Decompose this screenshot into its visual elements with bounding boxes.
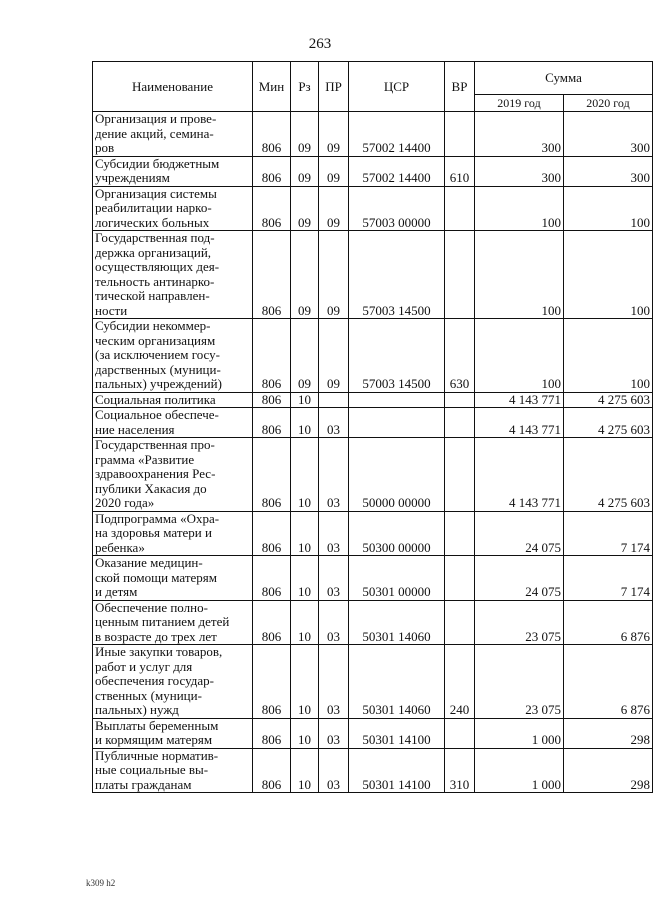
row-sum-2020-cell: 7 174 bbox=[564, 511, 653, 556]
row-min-cell: 806 bbox=[253, 392, 291, 408]
budget-table bbox=[92, 61, 653, 793]
row-name-line: тельность антинарко- bbox=[95, 273, 215, 289]
row-rz-cell: 10 bbox=[291, 556, 319, 601]
row-sum-2019-cell: 4 143 771 bbox=[475, 408, 564, 438]
table-row bbox=[93, 392, 653, 408]
row-vr-cell bbox=[445, 600, 475, 645]
row-rz-cell: 10 bbox=[291, 748, 319, 793]
row-name-cell bbox=[93, 600, 253, 645]
row-name-cell bbox=[93, 231, 253, 319]
row-sum-2020-cell: 6 876 bbox=[564, 600, 653, 645]
row-sum-2019-cell: 100 bbox=[475, 231, 564, 319]
row-name-line: дение акций, семина- bbox=[95, 125, 214, 141]
row-sum-2020-cell: 298 bbox=[564, 718, 653, 748]
header-row bbox=[93, 62, 653, 95]
row-name-line: логических больных bbox=[95, 214, 210, 230]
table-row bbox=[93, 645, 653, 719]
row-name-cell bbox=[93, 112, 253, 157]
row-pr-cell: 03 bbox=[319, 408, 349, 438]
row-rz-cell: 09 bbox=[291, 231, 319, 319]
row-rz-cell: 10 bbox=[291, 438, 319, 512]
row-name-line: Организация и прове- bbox=[95, 111, 217, 126]
row-sum-2019-cell: 23 075 bbox=[475, 645, 564, 719]
row-name-cell bbox=[93, 438, 253, 512]
row-vr-cell bbox=[445, 231, 475, 319]
row-name-cell bbox=[93, 718, 253, 748]
row-csr-cell: 57003 14500 bbox=[349, 319, 445, 393]
row-sum-2019-cell: 24 075 bbox=[475, 511, 564, 556]
row-vr-cell bbox=[445, 408, 475, 438]
row-name-line: (за исключением госу- bbox=[95, 347, 220, 362]
row-csr-cell: 50301 14100 bbox=[349, 718, 445, 748]
row-name-line: пальных) учреждений) bbox=[95, 376, 222, 391]
row-pr-cell: 09 bbox=[319, 186, 349, 231]
row-vr-cell: 630 bbox=[445, 319, 475, 393]
row-sum-2020-cell: 100 bbox=[564, 231, 653, 319]
row-name-line: публики Хакасия до bbox=[95, 480, 207, 496]
row-name-line: Оказание медицин- bbox=[95, 555, 203, 570]
row-sum-2020-cell: 4 275 603 bbox=[564, 408, 653, 438]
row-csr-cell: 57002 14400 bbox=[349, 112, 445, 157]
col-header-csr: ЦСР bbox=[349, 62, 445, 112]
col-header-rz: Рз bbox=[291, 62, 319, 112]
row-rz-cell: 10 bbox=[291, 511, 319, 556]
row-min-cell: 806 bbox=[253, 718, 291, 748]
row-pr-cell: 03 bbox=[319, 600, 349, 645]
row-name-cell bbox=[93, 748, 253, 793]
row-name-line: держка организаций, bbox=[95, 244, 212, 260]
row-name-line: тической направлен- bbox=[95, 288, 210, 303]
row-csr-cell: 50301 14060 bbox=[349, 600, 445, 645]
row-pr-cell: 03 bbox=[319, 645, 349, 719]
table-row bbox=[93, 231, 653, 319]
row-name-line: учреждениям bbox=[95, 170, 170, 185]
row-sum-2019-cell: 23 075 bbox=[475, 600, 564, 645]
row-pr-cell: 03 bbox=[319, 748, 349, 793]
row-sum-2019-cell: 100 bbox=[475, 319, 564, 393]
table-row bbox=[93, 556, 653, 601]
row-name-line: 2020 года» bbox=[95, 495, 155, 510]
row-min-cell: 806 bbox=[253, 511, 291, 556]
row-name-line: платы гражданам bbox=[95, 776, 192, 792]
row-vr-cell: 610 bbox=[445, 156, 475, 186]
row-csr-cell: 50301 14060 bbox=[349, 645, 445, 719]
row-name-line: Подпрограмма «Охра- bbox=[95, 510, 220, 526]
row-csr-cell: 57002 14400 bbox=[349, 156, 445, 186]
row-csr-cell: 50000 00000 bbox=[349, 438, 445, 512]
row-name-line: Публичные норматив- bbox=[95, 747, 219, 763]
row-csr-cell: 50301 00000 bbox=[349, 556, 445, 601]
row-sum-2020-cell: 300 bbox=[564, 112, 653, 157]
row-name-cell bbox=[93, 156, 253, 186]
row-min-cell: 806 bbox=[253, 112, 291, 157]
row-name-line: ственных (муници- bbox=[95, 687, 202, 703]
row-name-cell bbox=[93, 645, 253, 719]
budget-table-container bbox=[92, 61, 652, 793]
row-rz-cell: 10 bbox=[291, 408, 319, 438]
row-name-line: ности bbox=[95, 302, 128, 318]
row-name-line: осуществляющих дея- bbox=[95, 259, 220, 274]
row-rz-cell: 09 bbox=[291, 112, 319, 157]
row-name-line: ров bbox=[95, 140, 115, 155]
row-sum-2019-cell: 300 bbox=[475, 156, 564, 186]
row-sum-2020-cell: 298 bbox=[564, 748, 653, 793]
row-sum-2019-cell: 1 000 bbox=[475, 718, 564, 748]
row-csr-cell: 57003 00000 bbox=[349, 186, 445, 231]
row-sum-2020-cell: 300 bbox=[564, 156, 653, 186]
table-row bbox=[93, 408, 653, 438]
row-name-line: ребенка» bbox=[95, 539, 145, 555]
row-name-cell bbox=[93, 511, 253, 556]
row-vr-cell bbox=[445, 511, 475, 556]
row-rz-cell: 09 bbox=[291, 319, 319, 393]
row-name-line: здравоохранения Рес- bbox=[95, 466, 216, 481]
row-sum-2019-cell: 24 075 bbox=[475, 556, 564, 601]
row-name-line: Субсидии некоммер- bbox=[95, 318, 211, 333]
table-row bbox=[93, 319, 653, 393]
row-min-cell: 806 bbox=[253, 186, 291, 231]
col-header-min: Мин bbox=[253, 62, 291, 112]
row-name-line: Субсидии бюджетным bbox=[95, 155, 220, 171]
row-sum-2019-cell: 1 000 bbox=[475, 748, 564, 793]
row-name-line: ценным питанием детей bbox=[95, 614, 230, 629]
row-min-cell: 806 bbox=[253, 438, 291, 512]
row-rz-cell: 10 bbox=[291, 718, 319, 748]
table-body bbox=[93, 112, 653, 793]
row-name-cell bbox=[93, 392, 253, 408]
page-number: 263 bbox=[308, 36, 332, 52]
row-min-cell: 806 bbox=[253, 319, 291, 393]
row-sum-2020-cell: 6 876 bbox=[564, 645, 653, 719]
row-sum-2020-cell: 7 174 bbox=[564, 556, 653, 601]
row-csr-cell: 50300 00000 bbox=[349, 511, 445, 556]
col-header-2020: 2020 год bbox=[564, 95, 653, 112]
col-header-2019: 2019 год bbox=[475, 95, 564, 112]
col-header-vr: ВР bbox=[445, 62, 475, 112]
table-row bbox=[93, 748, 653, 793]
row-name-line: ние населения bbox=[95, 421, 175, 437]
row-sum-2019-cell: 4 143 771 bbox=[475, 392, 564, 408]
col-header-pr: ПР bbox=[319, 62, 349, 112]
row-name-line: Обеспечение полно- bbox=[95, 599, 208, 615]
table-row bbox=[93, 600, 653, 645]
row-sum-2019-cell: 300 bbox=[475, 112, 564, 157]
row-name-line: ные социальные вы- bbox=[95, 762, 209, 777]
table-row bbox=[93, 186, 653, 231]
row-name-line: Государственная про- bbox=[95, 437, 215, 452]
row-sum-2020-cell: 100 bbox=[564, 186, 653, 231]
row-name-line: ской помощи матерям bbox=[95, 569, 218, 585]
row-name-line: Государственная под- bbox=[95, 230, 215, 245]
row-name-line: работ и услуг для bbox=[95, 658, 193, 674]
row-pr-cell: 09 bbox=[319, 319, 349, 393]
row-min-cell: 806 bbox=[253, 645, 291, 719]
row-name-line: и кормящим матерям bbox=[95, 732, 213, 747]
row-name-cell bbox=[93, 186, 253, 231]
row-vr-cell: 240 bbox=[445, 645, 475, 719]
row-csr-cell bbox=[349, 392, 445, 408]
row-vr-cell bbox=[445, 392, 475, 408]
row-pr-cell: 03 bbox=[319, 511, 349, 556]
table-row bbox=[93, 112, 653, 157]
row-csr-cell: 57003 14500 bbox=[349, 231, 445, 319]
row-pr-cell: 03 bbox=[319, 438, 349, 512]
row-sum-2019-cell: 100 bbox=[475, 186, 564, 231]
row-sum-2019-cell: 4 143 771 bbox=[475, 438, 564, 512]
row-min-cell: 806 bbox=[253, 408, 291, 438]
table-row bbox=[93, 511, 653, 556]
row-name-line: на здоровья матери и bbox=[95, 525, 212, 540]
row-pr-cell: 03 bbox=[319, 556, 349, 601]
row-name-line: обеспечения государ- bbox=[95, 673, 214, 688]
row-pr-cell: 09 bbox=[319, 112, 349, 157]
row-name-line: Выплаты беременным bbox=[95, 717, 219, 733]
table-row bbox=[93, 156, 653, 186]
row-pr-cell: 03 bbox=[319, 718, 349, 748]
row-pr-cell: 09 bbox=[319, 231, 349, 319]
row-name-line: пальных) нужд bbox=[95, 702, 179, 717]
row-name-line: и детям bbox=[95, 584, 138, 599]
row-csr-cell bbox=[349, 408, 445, 438]
footer-code: k309 h2 bbox=[86, 878, 116, 888]
row-min-cell: 806 bbox=[253, 156, 291, 186]
row-name-line: Иные закупки товаров, bbox=[95, 644, 223, 659]
row-name-line: грамма «Развитие bbox=[95, 451, 195, 467]
row-rz-cell: 10 bbox=[291, 645, 319, 719]
row-sum-2020-cell: 4 275 603 bbox=[564, 438, 653, 512]
row-min-cell: 806 bbox=[253, 600, 291, 645]
row-name-line: ческим организациям bbox=[95, 332, 216, 348]
row-sum-2020-cell: 4 275 603 bbox=[564, 392, 653, 408]
row-min-cell: 806 bbox=[253, 748, 291, 793]
row-min-cell: 806 bbox=[253, 231, 291, 319]
row-pr-cell bbox=[319, 392, 349, 408]
table-row bbox=[93, 718, 653, 748]
row-rz-cell: 10 bbox=[291, 392, 319, 408]
row-name-line: дарственных (муници- bbox=[95, 361, 221, 377]
row-vr-cell bbox=[445, 438, 475, 512]
row-pr-cell: 09 bbox=[319, 156, 349, 186]
row-name-line: Социальная политика bbox=[95, 391, 216, 407]
row-rz-cell: 10 bbox=[291, 600, 319, 645]
row-name-line: Социальное обеспече- bbox=[95, 407, 219, 422]
row-rz-cell: 09 bbox=[291, 156, 319, 186]
row-name-cell bbox=[93, 408, 253, 438]
row-csr-cell: 50301 14100 bbox=[349, 748, 445, 793]
row-name-line: реабилитации нарко- bbox=[95, 200, 212, 215]
row-vr-cell bbox=[445, 718, 475, 748]
table-row bbox=[93, 438, 653, 512]
col-header-name: Наименование bbox=[93, 62, 253, 112]
col-header-sum: Сумма bbox=[475, 62, 653, 95]
row-vr-cell bbox=[445, 186, 475, 231]
row-name-cell bbox=[93, 556, 253, 601]
row-rz-cell: 09 bbox=[291, 186, 319, 231]
row-vr-cell bbox=[445, 112, 475, 157]
row-name-line: в возрасте до трех лет bbox=[95, 628, 217, 644]
row-vr-cell: 310 bbox=[445, 748, 475, 793]
row-name-cell bbox=[93, 319, 253, 393]
row-name-line: Организация системы bbox=[95, 185, 217, 201]
row-vr-cell bbox=[445, 556, 475, 601]
row-min-cell: 806 bbox=[253, 556, 291, 601]
row-sum-2020-cell: 100 bbox=[564, 319, 653, 393]
